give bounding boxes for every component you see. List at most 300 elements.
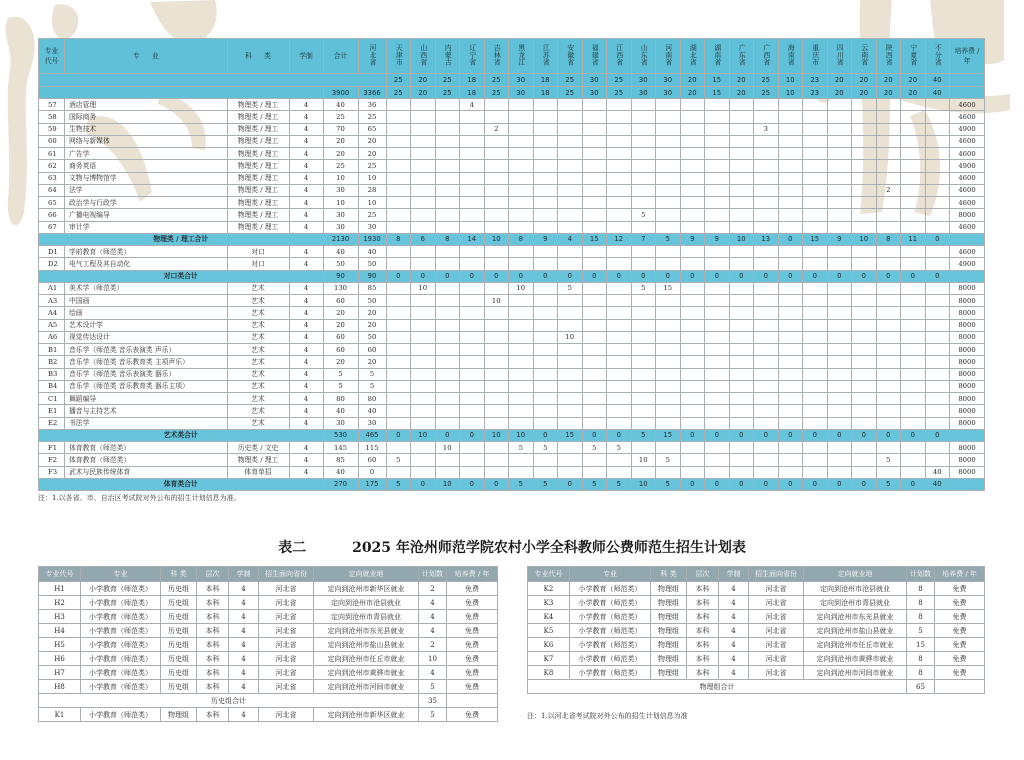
row-province-count [607,393,632,405]
row-province-count [509,295,534,307]
row-level: 本科 [687,610,719,624]
column-header-code: 专业代号 [528,567,570,582]
row-province-count [582,417,607,429]
row-fee: 4600 [950,184,985,196]
row-hebei: 50 [358,331,386,343]
subtotal-province-count: 10 [509,429,534,441]
row-province-count [656,307,681,319]
row-plan: 4 [419,596,447,610]
row-code: A5 [39,319,65,331]
row-province-count [729,405,754,417]
row-province-count [509,148,534,160]
row-province-count [435,135,460,147]
table-row [39,307,985,319]
row-province-count [729,442,754,454]
row-province-count [656,356,681,368]
row-province-count [386,393,411,405]
row-major: 政治学与行政学 [65,197,228,209]
row-province-count [656,123,681,135]
row-code: K7 [528,652,570,666]
column-header-province [533,39,558,74]
row-code: H5 [39,638,81,652]
row-province-count [386,319,411,331]
row-category: 艺术 [227,356,289,368]
row-province: 河北省 [749,582,804,596]
row-major: 音乐学（师范类 音乐教育类 主项声乐） [65,356,228,368]
row-level: 本科 [687,652,719,666]
quota-cell: 30 [582,74,607,87]
row-category: 艺术 [227,405,289,417]
row-province-count [778,111,803,123]
row-code: K5 [528,624,570,638]
row-fee: 8000 [950,295,985,307]
row-major: 书法学 [65,417,228,429]
row-years: 4 [289,319,323,331]
row-province-count [876,307,901,319]
row-province-count [680,295,705,307]
row-province-count [582,184,607,196]
row-province-count [827,135,852,147]
row-years: 4 [289,172,323,184]
row-province-count [386,172,411,184]
row-province: 河北省 [749,666,804,680]
row-province-count [533,135,558,147]
row-fee: 免费 [935,624,985,638]
column-header-province-label: 江苏省 [541,43,550,66]
table-row [39,184,985,196]
row-total: 85 [323,454,358,466]
row-level: 本科 [197,666,229,680]
row-province-count [680,307,705,319]
row-code: K4 [528,610,570,624]
table-row [39,393,985,405]
table-row [39,295,985,307]
row-province-count [827,393,852,405]
row-province-count [925,319,950,331]
row-province-count [754,282,779,294]
row-destination: 定向到沧州市盐山县就业 [314,638,419,652]
row-province-count [876,380,901,392]
row-major: 广播电视编导 [65,209,228,221]
grand-total-province-cell: 40 [925,87,950,99]
row-province-count [631,197,656,209]
row-fee: 免费 [447,680,498,694]
row-province-count [729,319,754,331]
row-province-count [386,221,411,233]
column-header-province-label: 内蒙古 [443,43,452,66]
quota-cell: 30 [509,74,534,87]
grand-total-province-cell: 20 [876,87,901,99]
row-province-count [386,368,411,380]
row-province-count [558,380,583,392]
row-years: 4 [289,454,323,466]
subtotal-province-count: 0 [607,429,632,441]
row-province-count [729,344,754,356]
column-header-province: 招生面向省份 [259,567,314,582]
row-province-count [852,307,877,319]
row-province: 河北省 [259,596,314,610]
row-province-count [533,99,558,111]
row-province-count [558,184,583,196]
row-province-count [607,221,632,233]
table-row [39,466,985,478]
row-province-count [705,99,730,111]
row-province-count [656,184,681,196]
row-province-count [509,99,534,111]
grand-total-province-cell: 25 [386,87,411,99]
header-row [39,39,985,74]
subtotal-province-count: 0 [509,270,534,282]
subtotal-province-count: 0 [484,478,509,490]
row-province-count [680,319,705,331]
row-destination: 定向到沧州市沧县就业 [314,596,419,610]
row-years: 4 [289,221,323,233]
row-years: 4 [229,708,259,722]
row-category: 历史类 / 文史 [227,442,289,454]
row-province-count [558,307,583,319]
row-major: 文物与博物馆学 [65,172,228,184]
row-province-count [705,209,730,221]
row-province-count [680,172,705,184]
row-province-count [705,405,730,417]
row-province-count [435,319,460,331]
row-province-count [705,466,730,478]
column-header-province-label: 黑龙江 [516,43,525,66]
row-fee: 免费 [447,582,498,596]
row-province-count [827,99,852,111]
subtotal-province-count: 8 [386,233,411,245]
subtotal-province-count: 5 [631,429,656,441]
row-province-count [607,417,632,429]
row-province-count [582,393,607,405]
row-code: A1 [39,282,65,294]
row-province-count [509,184,534,196]
row-years: 4 [289,380,323,392]
row-province-count [386,356,411,368]
row-province-count [386,295,411,307]
row-fee: 8000 [950,356,985,368]
row-total: 40 [323,405,358,417]
row-province-count [827,258,852,270]
row-hebei: 25 [358,209,386,221]
subtotal-province-count: 11 [901,233,926,245]
table-row [39,454,985,466]
row-province-count [925,184,950,196]
subtotal-province-count: 15 [558,429,583,441]
row-province-count [803,356,828,368]
row-province-count [925,148,950,160]
row-province-count [925,454,950,466]
row-province-count [925,393,950,405]
row-total: 60 [323,331,358,343]
row-province-count [778,442,803,454]
row-years: 4 [229,610,259,624]
subtotal-fee [950,478,985,490]
subtotal-province-count: 0 [852,429,877,441]
row-province-count [901,393,926,405]
row-province-count [631,307,656,319]
row-province-count [533,197,558,209]
row-province-count: 10 [558,331,583,343]
row-years: 4 [719,596,749,610]
row-province-count [901,368,926,380]
subtotal-province-count: 4 [558,233,583,245]
row-province-count [925,99,950,111]
row-province-count [386,258,411,270]
row-province-count [876,111,901,123]
row-province-count: 5 [386,454,411,466]
subtotal-total: 270 [323,478,358,490]
row-province-count [778,123,803,135]
subtotal-hebei: 90 [358,270,386,282]
row-province-count [803,466,828,478]
row-province-count [680,258,705,270]
row-category: 物理类 / 理工 [227,111,289,123]
row-province-count [484,454,509,466]
row-total: 30 [323,184,358,196]
row-province-count [705,148,730,160]
row-province: 河北省 [259,652,314,666]
row-province-count [607,209,632,221]
row-province-count [558,209,583,221]
row-province-count [803,209,828,221]
subtotal-province-count: 0 [386,270,411,282]
grand-total-province-cell: 25 [435,87,460,99]
row-province-count [754,184,779,196]
subtotal-row [528,680,985,694]
table-row [39,610,498,624]
row-fee: 8000 [950,380,985,392]
row-total: 60 [323,295,358,307]
subtotal-label: 体育类合计 [39,478,324,490]
column-header-fee: 培养费 / 年 [447,567,498,582]
row-province-count [754,417,779,429]
row-province-count [876,405,901,417]
subtotal-province-count: 0 [411,478,436,490]
row-province-count [680,417,705,429]
row-province-count [656,246,681,258]
row-fee: 8000 [950,282,985,294]
row-province-count [705,282,730,294]
table-row [39,666,498,680]
row-total: 145 [323,442,358,454]
row-hebei: 10 [358,172,386,184]
row-province-count [386,111,411,123]
row-province-count [460,454,485,466]
table-row [39,172,985,184]
row-province-count [509,319,534,331]
row-years: 4 [289,148,323,160]
row-province-count [803,319,828,331]
row-total: 25 [323,111,358,123]
quota-cell: 30 [631,74,656,87]
row-province-count [705,380,730,392]
subtotal-province-count: 9 [705,233,730,245]
row-province-count [803,172,828,184]
row-province-count [460,221,485,233]
watermark-stroke [150,0,217,43]
row-province-count [509,454,534,466]
row-province-count [582,135,607,147]
grand-total-province-cell: 30 [509,87,534,99]
subtotal-label: 对口类合计 [39,270,324,282]
row-province-count [925,111,950,123]
row-years: 4 [229,680,259,694]
row-province-count [607,295,632,307]
row-province-count [680,380,705,392]
row-major: 法学 [65,184,228,196]
row-province-count [460,393,485,405]
row-province-count [631,442,656,454]
row-province-count [582,148,607,160]
row-province-count [509,111,534,123]
row-category: 艺术 [227,344,289,356]
row-province-count [925,160,950,172]
row-hebei: 5 [358,368,386,380]
row-province-count [460,368,485,380]
table-row [39,148,985,160]
row-fee: 免费 [447,666,498,680]
subtotal-province-count: 0 [386,429,411,441]
row-province-count [558,466,583,478]
row-province-count [925,209,950,221]
row-category: 艺术 [227,380,289,392]
row-province-count [656,99,681,111]
row-province-count [411,319,436,331]
row-province-count [876,442,901,454]
row-total: 30 [323,417,358,429]
row-province-count [778,221,803,233]
row-province-count [484,197,509,209]
row-province-count [435,466,460,478]
row-province-count [778,344,803,356]
row-province-count [901,123,926,135]
column-header-plan: 计划数 [907,567,935,582]
row-province-count [754,454,779,466]
column-header-province-label: 辽宁省 [467,43,476,66]
row-province-count [729,209,754,221]
row-province: 河北省 [749,638,804,652]
row-hebei: 20 [358,135,386,147]
row-province-count [558,368,583,380]
subtotal-row [39,233,985,245]
row-province-count [411,307,436,319]
row-province-count [852,393,877,405]
quota-cell: 20 [680,74,705,87]
row-province-count [656,417,681,429]
subtotal-province-count: 5 [533,478,558,490]
row-province-count [876,417,901,429]
subtotal-province-count: 5 [656,478,681,490]
row-province-count [901,417,926,429]
row-province-count [754,295,779,307]
row-province-count [852,405,877,417]
row-province-count [803,258,828,270]
row-province-count [827,466,852,478]
row-fee: 8000 [950,344,985,356]
subtotal-province-count: 5 [582,478,607,490]
column-header-province-label: 福建省 [590,43,599,66]
row-province-count [607,331,632,343]
row-province-count [901,356,926,368]
quota-cell: 25 [435,74,460,87]
row-province-count [558,135,583,147]
row-province-count [582,111,607,123]
row-province-count [656,172,681,184]
row-category: 物理类 / 理工 [227,209,289,221]
row-hebei: 25 [358,111,386,123]
row-province-count [803,99,828,111]
quota-cell: 20 [876,74,901,87]
row-province-count [852,99,877,111]
row-province-count [533,148,558,160]
row-category: 艺术 [227,307,289,319]
subtotal-plan: 35 [419,694,447,708]
row-code: H2 [39,596,81,610]
row-major: 广告学 [65,148,228,160]
row-province-count [901,209,926,221]
header-blank [39,74,387,87]
row-province-count [509,172,534,184]
row-province-count [411,246,436,258]
row-province-count [680,221,705,233]
row-plan: 4 [419,610,447,624]
row-province-count [827,417,852,429]
row-fee: 免费 [935,652,985,666]
row-province-count [509,160,534,172]
row-level: 本科 [687,582,719,596]
row-province-count [460,356,485,368]
column-header-province-label: 安徽省 [565,43,574,66]
row-province-count: 2 [484,123,509,135]
row-category: 物理类 / 理工 [227,454,289,466]
row-province-count [803,393,828,405]
row-code: 59 [39,123,65,135]
row-province-count [656,368,681,380]
row-province-count [925,123,950,135]
row-province-count [827,123,852,135]
row-province-count [705,393,730,405]
row-province-count [435,246,460,258]
subtotal-province-count: 0 [876,429,901,441]
table-row [39,596,498,610]
column-header-province-label: 山西省 [418,43,427,66]
row-years: 4 [289,356,323,368]
grand-total-province-cell: 25 [607,87,632,99]
row-category: 物理类 / 理工 [227,184,289,196]
table-row [39,652,498,666]
row-province-count [803,135,828,147]
row-province-count [827,356,852,368]
row-province-count [729,246,754,258]
subtotal-province-count: 0 [754,429,779,441]
row-province-count [778,246,803,258]
row-province-count [901,319,926,331]
quota-cell: 25 [607,74,632,87]
row-province-count [680,135,705,147]
row-province-count [631,99,656,111]
row-province-count [435,368,460,380]
row-province-count [778,454,803,466]
grand-total-province-cell: 30 [631,87,656,99]
subtotal-label: 物理组合计 [528,680,907,694]
column-header-province-label: 吉林省 [492,43,501,66]
row-province-count [827,172,852,184]
row-province-count [386,184,411,196]
column-header-province [656,39,681,74]
row-province-count [435,454,460,466]
row-code: H4 [39,624,81,638]
